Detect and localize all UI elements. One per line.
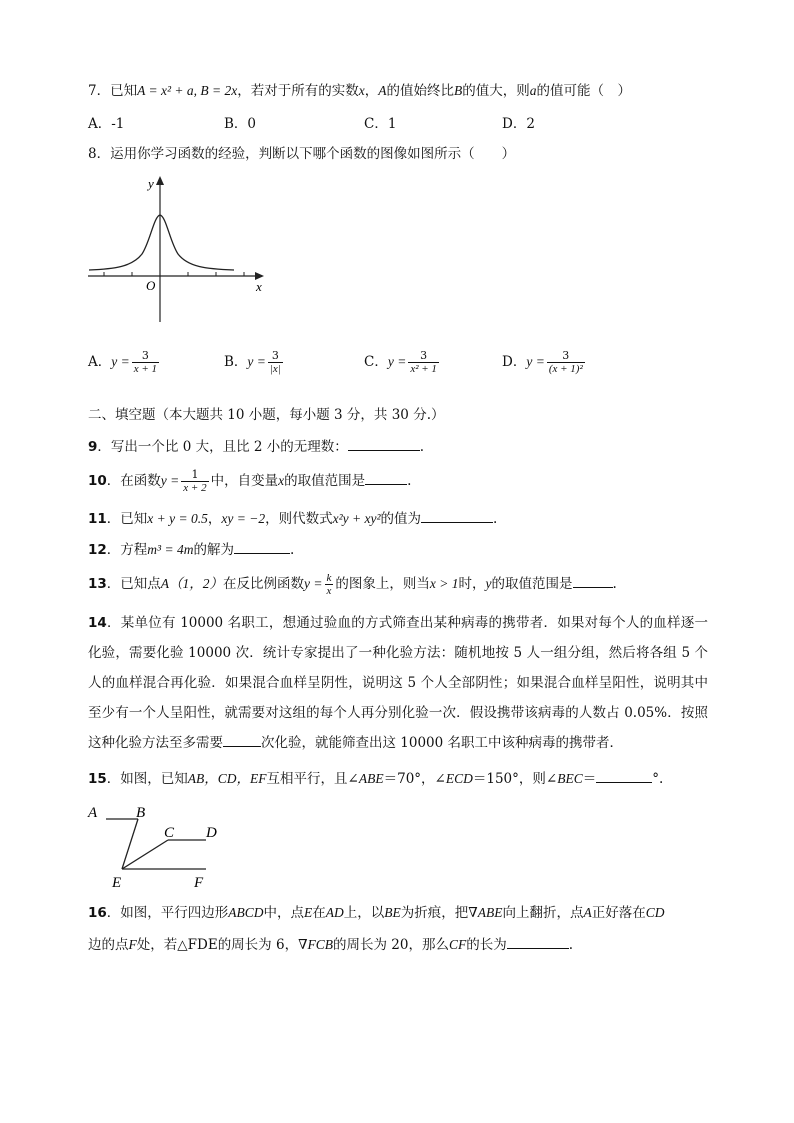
label-c: C — [164, 825, 175, 841]
q7-number: 7 — [88, 83, 97, 99]
origin-label: O — [146, 278, 156, 293]
q8-option-d: D．y = $\frac{3}{\text{(x + 1)²}}$ — [502, 349, 583, 375]
q15-number: 15 — [88, 771, 107, 787]
question-15: 15．如图，已知AB，CD，EF互相平行，且∠ABE＝70°，∠ECD＝150°，则∠BEC＝ °. — [88, 768, 706, 790]
line-be — [122, 819, 138, 869]
q12-answer-blank — [234, 539, 290, 554]
label-e: E — [112, 875, 122, 891]
question-11: 11．已知x + y = 0.5，xy = −2，则代数式x²y + xy²的值为 . — [88, 508, 706, 530]
label-b: B — [136, 805, 146, 821]
question-7: 7．已知A = x² + a, B = 2x，若对于所有的实数x，A的值始终比B的值大，则a的值可能（ ） — [88, 83, 631, 99]
q16-number: 16 — [88, 905, 107, 921]
q9-number: 9 — [88, 439, 98, 455]
q7-option-c: C．1 — [364, 116, 397, 132]
y-axis-label: y — [148, 176, 154, 191]
section-2-title: 二、填空题（本大题共 10 小题，每小题 3 分，共 30 分.） — [88, 407, 445, 423]
q15-answer-blank — [596, 768, 652, 783]
q7-expression: A = x² + a, B = 2x — [137, 83, 238, 98]
q16-answer-blank — [507, 934, 569, 949]
q8-option-c: C．y = $\frac{3}{\text{x² + 1}}$ — [364, 349, 437, 375]
question-14: 14．某单位有 10000 名职工，想通过验血的方式筛查出某种病毒的携带者．如果对每个人的血样逐一化验，需要化验 10000 次．统计专家提出了一种化验方法：随机地按 5 人一组分组，然后将各组 5 个人的血样混合再化验．如果混合血样呈阴性，说明这 5 个人全部阴性；如果混合血样呈阳性，说明其中至少有一个人呈阳性，就需要对这组的每个人再分别化验一次．假设携带该病毒的人数占 0.05%．按照这种化验方法至多需要 次化验，就能筛查出这 10000 名职工中该种病毒的携带者． — [88, 615, 708, 751]
q7-options — [88, 112, 706, 134]
q8-option-a: A．y = $\frac{3}{x + 1}$ — [88, 349, 158, 375]
question-12: 12．方程m³ = 4m的解为 . — [88, 539, 706, 561]
q10-answer-blank — [365, 470, 407, 485]
q7-option-d: D．2 — [502, 116, 535, 132]
y-axis-arrow — [156, 176, 164, 185]
question-8: 8．运用你学习函数的经验，判断以下哪个函数的图像如图所示（ ） — [88, 146, 516, 162]
label-d: D — [206, 825, 217, 841]
q15-parallel-lines-figure — [84, 798, 234, 894]
q8-number: 8 — [88, 146, 97, 162]
q12-number: 12 — [88, 542, 107, 558]
q13-answer-blank — [573, 573, 613, 588]
question-13: 13．已知点A（1，2）在反比例函数y = $\frac{k}{x}$ 的图象上，则当x > 1时，y的取值范围是 . — [88, 572, 617, 597]
q10-number: 10 — [88, 473, 107, 489]
q11-number: 11 — [88, 511, 107, 527]
question-16-line-1: 16．如图，平行四边形ABCD中，点E在AD上，以BE为折痕，把∇ABE向上翻折，点A正好落在CD — [88, 905, 665, 921]
q9-answer-blank — [348, 436, 420, 451]
bell-curve — [89, 215, 234, 270]
q14-answer-blank — [223, 732, 261, 747]
label-a: A — [88, 805, 98, 821]
x-axis-label: x — [256, 279, 262, 294]
question-9: 9．写出一个比 0 大，且比 2 小的无理数： . — [88, 436, 706, 458]
q8-options — [88, 350, 706, 390]
question-16-line-2: 边的点F处，若△FDE的周长为 6，∇FCB的周长为 20，那么CF的长为 . — [88, 934, 706, 956]
q11-answer-blank — [421, 508, 493, 523]
question-10: 10．在函数y = $\frac{1}{x + 2}$ 中，自变量x的取值范围是 . — [88, 468, 412, 494]
q13-number: 13 — [88, 576, 107, 592]
q8-function-graph — [84, 170, 274, 330]
q7-option-a: A．-1 — [88, 116, 125, 132]
line-ec — [122, 840, 168, 869]
q8-option-b: B．y = $\frac{3}{|x|}$ — [224, 349, 281, 375]
label-f: F — [194, 875, 204, 891]
q7-option-b: B．0 — [224, 116, 257, 132]
q14-number: 14 — [88, 615, 107, 631]
